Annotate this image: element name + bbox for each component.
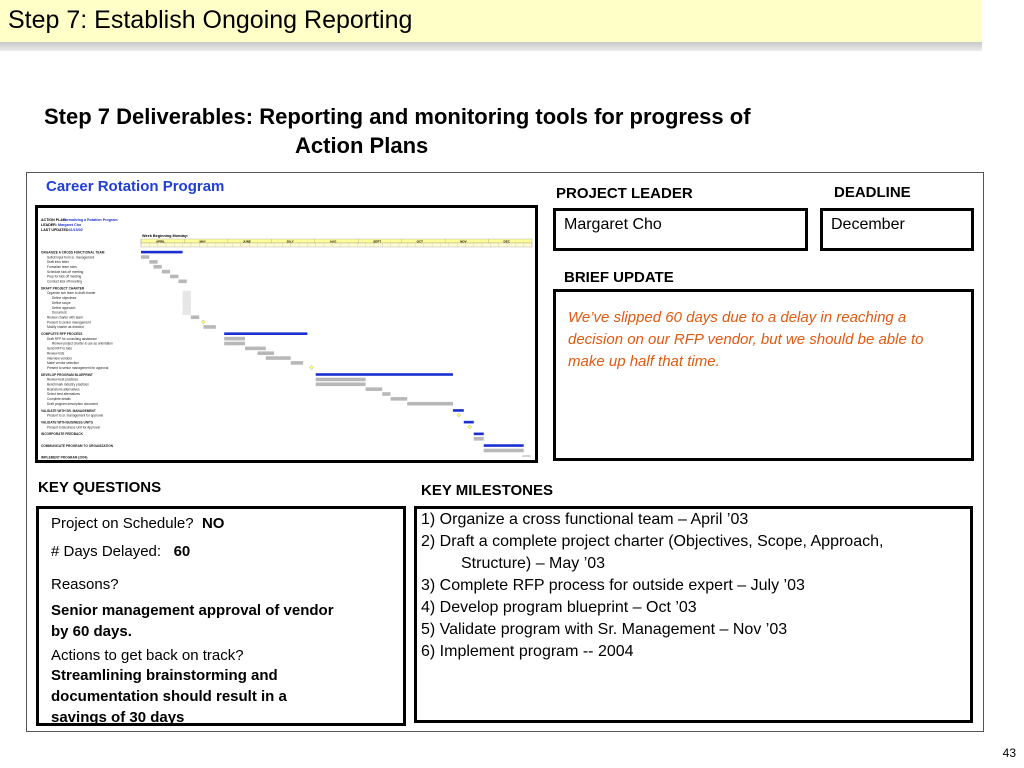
gantt-task-label: ORGANIZE A CROSS FUNCTIONAL TEAM — [41, 250, 105, 255]
gantt-month-label: JUNE — [242, 239, 251, 244]
milestone-item: 2) Draft a complete project charter (Objectives, Scope, Approach, — [421, 533, 884, 550]
slide-title-line2: Action Plans — [295, 133, 429, 158]
gantt-month-label: MAY — [199, 239, 206, 244]
gantt-updated-value: 11/15/02 — [69, 228, 83, 232]
gantt-task-bar — [183, 305, 191, 310]
gantt-week-label: Week Beginning Monday: — [142, 234, 189, 238]
gantt-summary-bar — [484, 444, 524, 447]
days-delayed-row — [51, 543, 190, 560]
actions-question: Actions to get back on track? — [51, 647, 244, 664]
milestone-item: 5) Validate program with Sr. Management – Nov ’03 — [421, 621, 788, 638]
gantt-task-bar — [224, 337, 245, 341]
gantt-task-label: DEVELOP PROGRAM BLUEPRINT — [41, 372, 93, 377]
gantt-task-label: Benchmark industry practices — [47, 382, 89, 387]
gantt-summary-bar — [316, 373, 453, 376]
gantt-summary-bar — [141, 251, 183, 254]
gantt-task-label: Draft RFP for consulting assistance — [47, 336, 97, 341]
gantt-task-label: Modify charter as directed — [47, 325, 84, 330]
gantt-task-bar — [316, 383, 366, 387]
gantt-task-label: VALIDATE WITH SR. MANAGEMENT — [41, 408, 96, 413]
gantt-task-bar — [203, 325, 215, 329]
program-title: Career Rotation Program — [46, 178, 225, 195]
gantt-task-bar — [162, 270, 170, 274]
gantt-chart-box — [35, 205, 538, 463]
gantt-month-label: AUG — [329, 239, 337, 244]
days-delayed-answer: 60 — [173, 543, 191, 560]
gantt-action-plan-label: ACTION PLAN: — [41, 218, 67, 222]
key-questions-label: KEY QUESTIONS — [38, 479, 162, 496]
gantt-task-bar — [316, 378, 366, 382]
gantt-task-label: DRAFT PROJECT CHARTER — [41, 286, 85, 291]
gantt-task-label: Send RFP to bids — [47, 346, 72, 351]
gantt-month-label: JULY — [286, 239, 294, 244]
gantt-summary-bar — [224, 332, 307, 335]
gantt-month-label: APRIL — [156, 239, 165, 244]
milestone-item: 3) Complete RFP process for outside expert – July ’03 — [421, 577, 805, 594]
gantt-task-bar — [153, 265, 161, 269]
gantt-task-bar — [183, 301, 191, 306]
gantt-leader-label: LEADER: — [41, 223, 57, 227]
gantt-task-label: Define objectives — [52, 296, 77, 301]
gantt-task-label: Present to sr. management for approval — [47, 413, 103, 418]
gantt-task-label: Present to senior management — [47, 320, 91, 325]
gantt-task-bar — [170, 275, 178, 279]
gantt-task-bar — [141, 255, 149, 259]
key-milestones-label: KEY MILESTONES — [421, 482, 553, 499]
gantt-month-label: DEC — [503, 239, 510, 244]
deadline-value: December — [831, 216, 905, 233]
gantt-task-label: Complete details — [47, 397, 71, 402]
gantt-task-label: Review bids — [47, 351, 65, 356]
gantt-milestone-diamond — [310, 366, 314, 370]
gantt-week-row — [141, 243, 532, 247]
gantt-task-label: Interview vendors — [47, 356, 72, 361]
gantt-task-label: Present to Business Unit for Approval — [47, 425, 100, 430]
brief-update-text: We’ve slipped 60 days due to a delay in reaching a decision on our RFP vendor, but we should be able to make up half that time. — [568, 309, 924, 370]
gantt-task-label: Present to senior management for approval — [47, 365, 109, 370]
gantt-updated-label: LAST UPDATED: — [41, 228, 70, 232]
gantt-task-label: Conduct kick off meeting — [47, 279, 82, 284]
gantt-task-label: VALIDATE WITH BUSINESS UNITS — [41, 420, 94, 425]
slide-header-band — [0, 0, 982, 42]
gantt-task-label: Brainstorm alternatives — [47, 387, 80, 392]
gantt-task-bar — [178, 280, 186, 284]
gantt-footer-note: p00000 — [522, 455, 531, 458]
reasons-question: Reasons? — [51, 576, 119, 593]
gantt-task-bar — [183, 310, 191, 315]
gantt-summary-bar — [453, 409, 464, 412]
gantt-task-label: Formalize team roles — [47, 264, 77, 269]
gantt-task-bar — [382, 392, 390, 396]
gantt-task-label: Schedule kick off meeting — [47, 269, 84, 274]
gantt-task-label: Review project charter & use as orientation — [52, 341, 113, 346]
gantt-task-label: Solicit input from sr. management — [47, 255, 95, 260]
gantt-task-label: IMPLEMENT PROGRAM (2004) — [41, 455, 88, 460]
gantt-task-bar — [245, 347, 266, 351]
gantt-task-bar — [191, 315, 199, 319]
header-shadow — [0, 42, 982, 51]
on-schedule-row — [51, 515, 224, 532]
gantt-task-bar — [224, 342, 245, 346]
gantt-month-label: OCT — [416, 239, 424, 244]
days-delayed-question: # Days Delayed: — [51, 543, 162, 560]
milestone-item-continued: Structure) – May ’03 — [461, 555, 606, 572]
gantt-summary-bar — [464, 421, 474, 424]
deadline-label: DEADLINE — [834, 184, 911, 201]
gantt-task-label: COMMUNICATE PROGRAM TO ORGANIZATION — [41, 443, 114, 448]
gantt-task-label: Define approach — [52, 305, 76, 310]
on-schedule-question: Project on Schedule? — [51, 515, 194, 532]
gantt-task-label: Document — [52, 310, 67, 315]
gantt-task-bar — [366, 387, 383, 391]
gantt-task-label: Define scope — [52, 300, 71, 305]
gantt-task-bar — [484, 449, 524, 453]
gantt-task-bar — [474, 437, 484, 441]
gantt-task-label: Organize sub team to draft charter — [47, 291, 96, 296]
gantt-task-label: Select best alternatives — [47, 392, 80, 397]
gantt-task-bar — [391, 397, 408, 401]
slide-title — [44, 102, 751, 160]
gantt-month-label: SEPT — [373, 239, 382, 244]
gantt-summary-bar — [474, 433, 484, 436]
on-schedule-answer: NO — [201, 515, 225, 532]
gantt-task-bar — [183, 291, 191, 296]
gantt-task-label: Review best practices — [47, 377, 79, 382]
gantt-task-label: INCORPORATE FEEDBACK — [41, 432, 83, 437]
gantt-task-bar — [407, 402, 453, 406]
gantt-leader-value: Margaret Cho — [58, 223, 82, 227]
gantt-milestone-diamond — [201, 320, 205, 324]
slide-title-line1: Step 7 Deliverables: Reporting and monitoring tools for progress of — [44, 104, 751, 129]
gantt-chart — [38, 208, 535, 460]
gantt-task-bar — [257, 351, 274, 355]
page-number: 43 — [1002, 746, 1016, 760]
brief-update-label: BRIEF UPDATE — [564, 269, 674, 286]
gantt-task-label: Draft program description document — [47, 401, 98, 406]
slide-header-title: Step 7: Establish Ongoing Reporting — [8, 6, 413, 34]
milestone-item: 6) Implement program -- 2004 — [421, 643, 634, 660]
gantt-task-label: Review charter with team — [47, 315, 83, 320]
reasons-answer: Senior management approval of vendor by 60 days. — [51, 602, 334, 640]
gantt-task-label: Prep for kick off meeting — [47, 274, 82, 279]
gantt-milestone-diamond — [468, 425, 472, 429]
actions-answer: Streamlining brainstorming and documentation should result in a savings of 30 days — [51, 667, 287, 726]
project-leader-value: Margaret Cho — [564, 216, 662, 233]
gantt-task-label: Draft intro letter — [47, 260, 69, 265]
gantt-task-label: Make vendor selection — [47, 361, 79, 366]
gantt-month-label: NOV — [460, 239, 467, 244]
milestone-item: 4) Develop program blueprint – Oct ’03 — [421, 599, 697, 616]
milestone-item: 1) Organize a cross functional team – April ’03 — [421, 511, 749, 528]
milestone-list — [421, 509, 971, 663]
gantt-task-bar — [149, 260, 157, 264]
gantt-action-plan-value: Formalizing a Rotation Program — [63, 218, 118, 222]
gantt-task-bar — [291, 361, 303, 365]
gantt-task-label: COMPLETE RFP PROCESS — [41, 332, 83, 336]
gantt-task-bar — [266, 356, 291, 360]
gantt-task-bar — [183, 296, 191, 301]
project-leader-label: PROJECT LEADER — [556, 185, 693, 202]
gantt-milestone-diamond — [457, 413, 461, 417]
